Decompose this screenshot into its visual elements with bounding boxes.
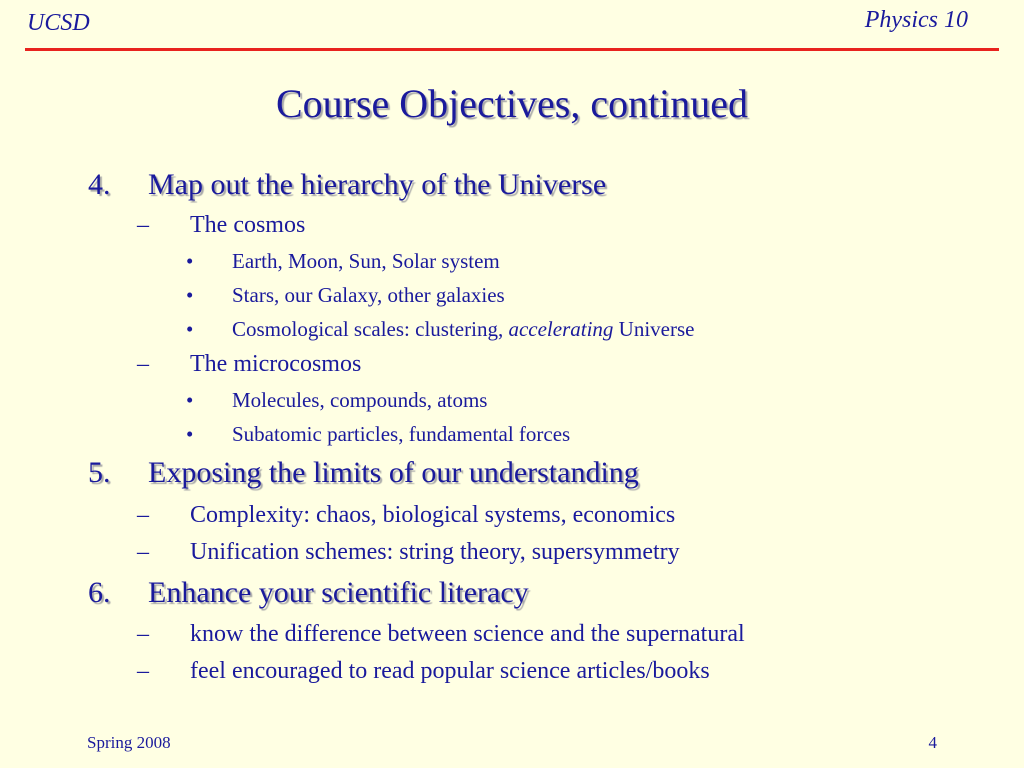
bullet-item [186,388,487,413]
footer-date: Spring 2008 [87,733,171,752]
objective-number: 5. [88,456,111,489]
slide-title: Course Objectives, continued [275,81,749,126]
sub-item-text: Complexity: chaos, biological systems, economics [190,502,676,528]
dash-marker: – [137,621,149,647]
objective-text: Exposing the limits of our understanding [148,456,639,489]
sub-item-text: know the difference between science and the supernatural [190,621,745,647]
header-left: UCSD [27,10,90,36]
dash-marker: – [137,351,149,377]
objective-number: 4. [88,168,111,201]
objective-text: Enhance your scientific literacy [148,576,529,609]
bullet-text: Subatomic particles, fundamental forces [232,422,571,446]
dash-marker: – [137,212,149,238]
sub-item [137,351,361,378]
sub-item [137,621,745,648]
bullet-marker: • [186,388,194,412]
bullet-item [186,283,505,308]
bullet-text-part: Cosmological scales: clustering, [232,317,509,341]
sub-item [137,502,675,529]
objective-item [88,168,606,202]
dash-marker: – [137,658,149,684]
objective-number: 6. [88,576,111,609]
bullet-text: Earth, Moon, Sun, Solar system [232,249,500,273]
bullet-marker: • [186,249,194,273]
dash-marker: – [137,539,149,565]
dash-marker: – [137,502,149,528]
sub-item [137,658,710,685]
header-rule [25,48,999,51]
bullet-item [186,317,694,342]
bullet-item [186,249,500,274]
header-right: Physics 10 [864,7,968,33]
bullet-text-italic: accelerating [508,317,614,341]
sub-item-text: Unification schemes: string theory, supersymmetry [190,539,680,565]
sub-item [137,539,680,566]
bullet-marker: • [186,317,194,341]
bullet-marker: • [186,422,194,446]
bullet-marker: • [186,283,194,307]
bullet-item [186,422,570,447]
sub-item-text: The cosmos [190,212,306,238]
objective-item [88,456,639,490]
sub-item-text: feel encouraged to read popular science articles/books [190,658,710,684]
sub-item-text: The microcosmos [190,351,362,377]
bullet-text: Stars, our Galaxy, other galaxies [232,283,505,307]
page-number: 4 [928,733,937,752]
bullet-text: Molecules, compounds, atoms [232,388,488,412]
bullet-text-part: Universe [613,317,695,341]
objective-text: Map out the hierarchy of the Universe [148,168,607,201]
sub-item [137,212,305,239]
objective-item [88,576,529,610]
